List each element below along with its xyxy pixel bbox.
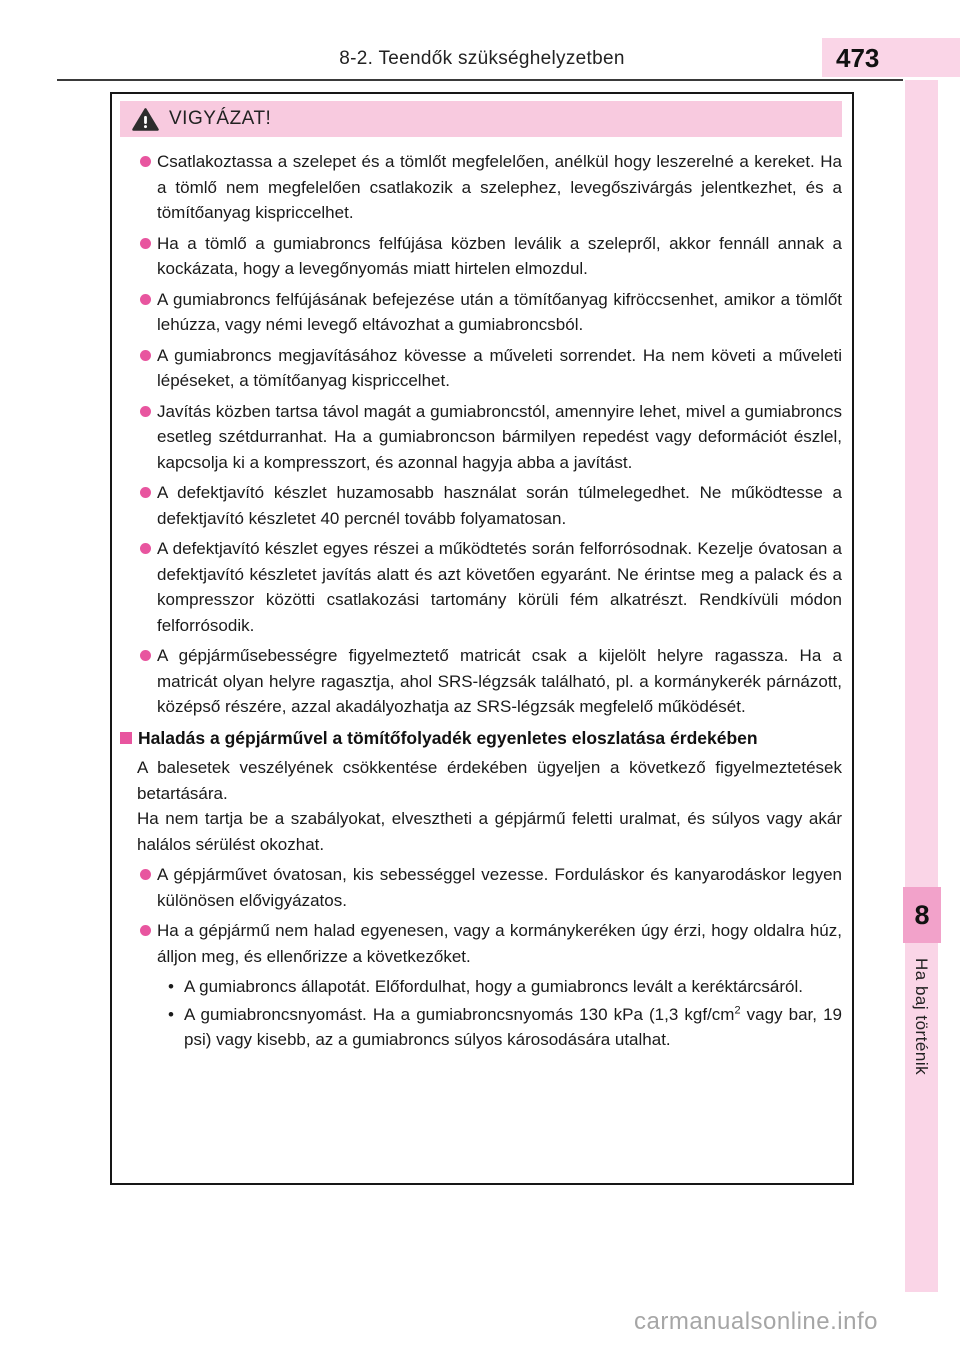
caution-bullet: [140, 536, 842, 638]
caution-bullet: [140, 231, 842, 282]
caution-bullet-text: A defektjavító készlet egyes részei a működtetés során felforrósodnak. Kezelje óvatosan a defektjavító készletet javítás alatt és azt követően egyaránt. Ne érintse meg a palack és a kompresszor közötti csatlakozási tartomány körüli fém alkatrészt. Rendkívüli módon felforrósodik.: [157, 539, 842, 635]
square-bullet-icon: [120, 732, 132, 744]
caution-bullet: [140, 918, 842, 969]
bullet-disc-icon: [140, 487, 151, 498]
caution-bullet-text: A defektjavító készlet huzamosabb használat során túlmelegedhet. Ne működtesse a defektjavító készletet 40 percnél tovább folyamatosan.: [157, 483, 842, 528]
caution-title: VIGYÁZAT!: [169, 108, 272, 129]
bullet-disc-icon: [140, 238, 151, 249]
caution-bullet-text: Ha a gépjármű nem halad egyenesen, vagy a kormánykeréken úgy érzi, hogy oldalra húz, álljon meg, és ellenőrizze a következőket.: [157, 921, 842, 966]
sub-bullet: [168, 1002, 842, 1053]
chapter-number: 8: [914, 899, 930, 930]
bullet-disc-icon: [140, 925, 151, 936]
caution-bullet-text: A gépjárműsebességre figyelmeztető matricát csak a kijelölt helyre ragassza. Ha a matricát olyan helyre ragasztja, ahol SRS-légzsák található, pl. a kormánykerék párnázott, középső részére, azzal akadályozhatja az SRS-légzsák megfelelő működését.: [157, 646, 842, 716]
caution-bullet: [140, 343, 842, 394]
caution-bullet: [140, 643, 842, 720]
bullet-disc-icon: [140, 650, 151, 661]
caution-bullet: [140, 480, 842, 531]
subsection-title: Haladás a gépjárművel a tömítőfolyadék egyenletes eloszlatása érdekében: [138, 727, 758, 748]
caution-bullet-text: A gépjárművet óvatosan, kis sebességgel vezesse. Forduláskor és kanyarodáskor legyen különösen elővigyázatos.: [157, 865, 842, 910]
caution-bullet: [140, 287, 842, 338]
caution-bullet: [140, 399, 842, 476]
bullet-disc-icon: [140, 156, 151, 167]
caution-bullet-text: A gumiabroncs felfújásának befejezése után a tömítőanyag kifröccsenhet, amikor a tömlőt lehúzza, vagy némi levegő eltávozhat a gumiabroncsból.: [157, 289, 842, 334]
caution-banner: [120, 101, 842, 137]
bullet-disc-icon: [140, 406, 151, 417]
bullet-disc-icon: [140, 294, 151, 305]
sub-bullet: [168, 974, 842, 1000]
caution-bullet-text: Ha a tömlő a gumiabroncs felfújása közben leválik a szelepről, akkor fennáll annak a kockázata, hogy a levegőnyomás miatt hirtelen elmozdul.: [157, 233, 842, 278]
bullet-disc-icon: [140, 543, 151, 554]
subsection-paragraph: A balesetek veszélyének csökkentése érdekében ügyeljen a következő figyelmeztetések betartására.: [137, 758, 842, 803]
caution-box: [110, 92, 854, 1185]
bullet-disc-icon: [140, 869, 151, 880]
section-title: 8-2. Teendők szükséghelyzetben: [339, 48, 625, 69]
caution-bullet-text: A gumiabroncs megjavításához kövesse a műveleti sorrendet. Ha nem követi a műveleti lépéseket, a tömítőanyag kispriccelhet.: [157, 345, 842, 390]
page-number: 473: [836, 43, 880, 73]
header-divider: [57, 79, 903, 81]
dot-bullet-icon: •: [168, 977, 174, 996]
warning-triangle-icon: [132, 108, 159, 131]
sub-bullet-text: [184, 1002, 842, 1053]
caution-bullet-text: Javítás közben tartsa távol magát a gumiabroncstól, amennyire lehet, mivel a gumiabroncs esetleg szétdurranhat. Ha a gumiabroncson bármilyen repedést vagy deformációt észlel, kapcsolja ki a kompresszort, és azonnal hagyja abba a javítást.: [157, 401, 842, 472]
bullet-disc-icon: [140, 350, 151, 361]
superscript-2: 2: [734, 1003, 741, 1016]
chapter-label: Ha baj történik: [912, 958, 931, 1076]
caution-bullet-text: Csatlakoztassa a szelepet és a tömlőt megfelelően, anélkül hogy leszerelné a kereket. Ha a tömlő nem megfelelően csatlakozik a szelephez, levegőszivárgás jelentkezhet, és a tömítőanyag kispriccelhet.: [157, 152, 842, 222]
caution-bullet: [140, 862, 842, 913]
sub-bullet-text-post: vagy bar, 19 psi) vagy kisebb, az a gumiabroncs súlyos károsodására utalhat.: [184, 1004, 842, 1049]
watermark: carmanualsonline.info: [634, 1308, 878, 1335]
subsection-heading: [120, 726, 842, 752]
sub-bullet-text: A gumiabroncs állapotát. Előfordulhat, hogy a gumiabroncs levált a keréktárcsáról.: [184, 977, 803, 996]
chapter-tab: [903, 887, 941, 943]
dot-bullet-icon: •: [168, 1004, 174, 1024]
caution-bullet: [140, 149, 842, 226]
subsection-paragraph: Ha nem tartja be a szabályokat, elvesztheti a gépjármű feletti uralmat, és súlyos vagy akár halálos sérülést okozhat.: [137, 809, 842, 854]
sub-bullet-text-pre: A gumiabroncsnyomást. Ha a gumiabroncsnyomás 130 kPa (1,3 kgf/cm: [184, 1004, 735, 1024]
page-number-band: [822, 38, 960, 77]
